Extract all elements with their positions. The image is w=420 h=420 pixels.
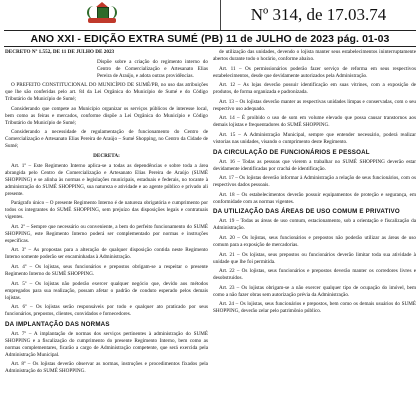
article-paragraph: Art. 17 – Os lojistas deverão informar à Administração a relação de seus funcionários, com os respectivos dados pessoais. [213,175,416,189]
article-paragraph: Art. 22 – Os lojistas, seus funcionários e prepostos deverão manter os corredores livres e desobstruídos. [213,268,416,282]
article-paragraph: Art. 7º – A implantação de normas dos serviços pertinentes à administração do SUMÉ SHOPPING e a fiscalização do cumprimento do presente Regimento Interno, bem como as normas complementares, ficarão a cargo de Administração competente, que será exercida pela Administração Municipal. [5,330,208,358]
article-paragraph: Art. 1º – Este Regimento Interno aplica-se a todas as dependências e sobre toda a área abrangida pelo Centro de Comercialização e Artesanato Elias Pereira de Araújo (SUMÉ SHOPPING) e se alinha às normas e legislações municipais, estaduais e federais, no tocante à administração do SUMÉ SHOPPING, sua natureza e atividade e ao agente público e privado ali presente. [5,162,208,197]
article-paragraph: Art. 3º – As propostas para a alteração de qualquer disposição contida neste Regimento Interno somente poderão ser encaminhadas à Administração. [5,247,208,261]
preamble: O PREFEITO CONSTITUCIONAL DO MUNICÍPIO DE SUMÉ/PB, no uso das atribuições que lhe são conferidas pelo art. 84 da Lei Orgânica do Município de Sumé e do Código Tributário do Município de Sumé; [5,82,208,103]
section-heading: DA UTILIZAÇÃO DAS ÁREAS DE USO COMUM E PRIVATIVO [213,208,400,216]
considerando-paragraph: Considerando a necessidade de regulamentação de funcionamento do Centro de Comercialização e Artesanato Elias Pereira de Araújo – Sumé Shopping, no Centro da Cidade de Sumé; [5,129,208,150]
article-paragraph: Art. 4º – Os lojistas, seus funcionários e prepostos obrigam-se a respeitar o presente Regimento Interno do SUMÉ SHOPPING. [5,263,208,277]
article-paragraph: Art. 23 – Os lojistas obrigam-se a não exercer qualquer tipo de ocupação do imóvel, bem como a não fazer obras sem autorização prévia da Administração. [213,284,416,298]
article-paragraph: Art. 20 – Os lojistas, seus funcionários e prepostos não poderão utilizar as áreas de uso comum para a exposição de mercadorias. [213,234,416,248]
article-paragraph: Art. 18 – Os estabelecimentos deverão possuir equipamentos de proteção e segurança, em conformidade com as normas vigentes. [213,191,416,205]
masthead [0,0,420,30]
article-paragraph: Art. 14 – É proibido o uso de som em volume elevado que possa causar transtornos aos demais lojistas e frequentadores do SUMÉ SHOPPING. [213,115,416,129]
article-paragraph: Art. 15 – A Administração Municipal, sempre que entender necessário, poderá realizar vistorias nas unidades, visando o cumprimento deste Regimento. [213,131,416,145]
masthead-crest-area [4,0,200,28]
article-paragraph: Art. 16 – Todas as pessoas que vierem a trabalhar no SUMÉ SHOPPING deverão estar devidamente identificadas por crachá de identificação. [213,158,416,172]
article-paragraph: Art. 11 – Os permissionários poderão fazer serviço de reforma em seus respectivos estabelecimentos, desde que devidamente autorizados pela Administração. [213,65,416,79]
article-paragraph: de utilização das unidades, devendo o lojista manter seus estabelecimentos ininterruptamente abertos durante todo o horário, conforme abaixo. [213,49,416,62]
banner-divider [4,46,416,47]
article-paragraph: Art. 2º – Sempre que necessário ou conveniente, a bem do perfeito funcionamento do SUMÉ SHOPPING, este Regimento Interno poderá ser complementado por normas e instruções específicas. [5,223,208,244]
considerando-paragraph: Considerando que compete ao Município organizar os serviços públicos de interesse local, bem como as feiras e mercados, conforme dispõe a Lei Orgânica do Município e Código Tributário do Município de Sumé; [5,105,208,126]
section-heading: DA IMPLANTAÇÃO DAS NORMAS [5,320,110,328]
article-paragraph: Art. 19 – Todas as áreas de uso comum, estacionamento, sob a orientação e fiscalização da Administração. [213,218,416,232]
article-paragraph: Art. 5º – Os lojistas não poderão exercer qualquer negócio que, devido aos métodos empregados para sua realização, possam afetar o padrão de conduto esperado pelos demais lojistas. [5,280,208,301]
decree-summary: Dispõe sobre a criação do regimento interno do Centro de Comercialização e Artesanato Elias Pereira de Araújo, e adota outras providências. [97,58,208,79]
article-paragraph: Art. 8º – Os lojistas deverão observar as normas, instruções e procedimentos fixados pela Administração do SUMÉ SHOPPING. [5,361,208,375]
article-paragraph: Parágrafo único – O presente Regimento Interno é de natureza obrigatória e cumprimento por todos os integrantes do SUMÉ SHOPPING, sem prejuízo das disposições legais e contratuais vigentes. [5,200,208,221]
section-heading: DA CIRCULAÇÃO DE FUNCIONÁRIOS E PESSOAL [213,148,370,156]
masthead-divider [4,30,416,31]
decreta-label: DECRETA: [93,152,120,159]
decree-title: DECRETO Nº 1.552, DE 11 DE JULHO DE 2023 [5,49,115,55]
left-column [5,49,208,420]
article-paragraph: Art. 6º – Os lojistas serão responsáveis por todo e qualquer ato praticado por seus funcionários, prepostos, clientes, convidados e fornecedores. [5,304,208,318]
edition-banner: ANO XXI - EDIÇÃO EXTRA SUMÉ (PB) 11 de JULHO de 2023 pág. 01-03 [30,33,390,45]
article-paragraph: Art. 12 – As lojas deverão possuir identificação em suas vitrines, com a exposição de produtos, de forma organizada e padronizada. [213,82,416,96]
article-paragraph: Art. 13 – Os lojistas deverão manter as respectivas unidades limpas e conservadas, com o seu respectivo uso adequado. [213,98,416,112]
municipal-crest-icon [85,0,119,28]
right-column [213,49,416,420]
article-paragraph: Art. 21 – Os lojistas, seus prepostos ou funcionários deverão limitar toda sua atividade à unidade que lhe foi permitida. [213,251,416,265]
article-paragraph: Art. 24 – Os lojistas, seus funcionários e prepostos, bem como os demais usuários do SUMÉ SHOPPING, deverão zelar pelo patrimônio público. [213,301,416,315]
issue-number: Nº 314, de 17.03.74 [220,0,416,30]
